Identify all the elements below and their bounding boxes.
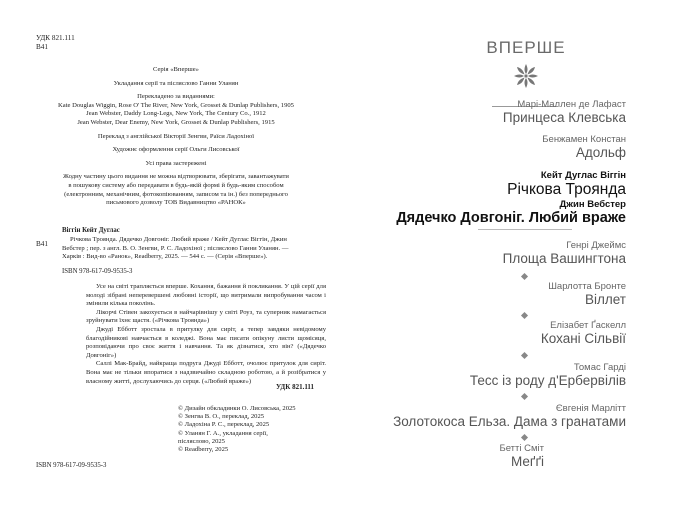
right-page (352, 0, 700, 507)
series-book-author: Елізабет Ґаскелл (550, 320, 626, 331)
series-book-author: Генрі Джеймс (566, 240, 626, 251)
separator-dot (521, 393, 528, 400)
separator-dot (521, 312, 528, 319)
translated-from-label: Перекладено за виданнями: (137, 93, 215, 101)
copyright-line: © Дизайн обкладинки О. Лисовська, 2025 (178, 405, 296, 412)
rights-text-4: письмового дозволу ТОВ Видавництво «РАНОК» (106, 199, 246, 207)
series-book-author: Бенжамен Констан (542, 134, 626, 145)
series-book-title: Кохані Сільвії (540, 331, 626, 346)
series-book-author-current: Кейт Дуглас Віггін (540, 170, 626, 181)
series-book-title-current: Річкова Троянда (507, 181, 626, 198)
rights-reserved-line: Усі права застережені (145, 159, 207, 167)
catalog-entry (62, 236, 288, 262)
rights-text-3: (електронним, механічним, фотокопіюванням, записом та ін.) без попереднього (64, 190, 288, 198)
series-book-title-current: Дядечко Довгоніг. Любий враже (396, 210, 626, 226)
copyright-line: © Readberry, 2025 (178, 446, 229, 454)
series-book-author: Бетті Сміт (499, 443, 544, 454)
series-book-author: Євгенія Марлітт (555, 403, 626, 414)
series-book-title: Принцеса Клевська (502, 110, 626, 125)
divider (478, 229, 572, 230)
series-book-title: Меґґі (510, 454, 544, 469)
series-editor-line: Укладання серії та післяслово Ганни Уланян (113, 79, 239, 87)
catalog-code-top: В41 (36, 43, 48, 51)
isbn-mid: ISBN 978-617-09-9535-3 (62, 268, 133, 275)
catalog-entry-line: Харків : Вид-во «Ранок», Readberry, 2025. — 544 с. — (Серія «Вперше»). (62, 253, 268, 261)
series-title: ВПЕРШЕ (486, 38, 566, 57)
copyright-line: © Зенгва В. О., переклад, 2025 (178, 413, 265, 421)
catalog-code: В41 (36, 240, 48, 248)
series-book-title: Тесс із роду д'Ербервілів (469, 373, 626, 388)
separator-dot (521, 273, 528, 280)
copyright-line: післяслово, 2025 (178, 437, 225, 445)
annotation-paragraph: Джуді Ебботт зростала в притулку для сиріт, а тепер завдяки невідомому благодійникові навчається в коледжі. Вона має писати опікуну листи щомісяця, розповідаючи про своє життя і навчання. Та як дізнатися, хто він? («Дядечко Довгоніг») (86, 325, 326, 359)
separator-dot (521, 434, 528, 441)
translators-line: Переклад з англійської Вікторії Зенгви, Раїси Ладохіної (97, 132, 255, 140)
annotation (86, 283, 326, 386)
source-edition-2: Jean Webster, Daddy Long-Legs, New York, The Century Co., 1912 (86, 110, 266, 118)
source-edition-1: Kate Douglas Wiggin, Rose O' The River, New York, Grosset & Dunlap Publishers, 1905 (58, 101, 294, 109)
fleuron-ornament-icon (512, 62, 540, 90)
series-book-title: Золотокоса Ельза. Дама з гранатами (393, 414, 626, 429)
udk-code-top: УДК 821.111 (36, 34, 75, 42)
annotation-paragraph: Саллі Мак-Брайд, найкраща подруга Джуді Ебботт, очолює притулок для сиріт. Вона має не тільки впоратися з надзвичайно складною роботою, а й розібратися у власному житті, дослухаючись до серця. («Любий враже») (86, 360, 326, 385)
catalog-author: Віггін Кейт Дуглас (62, 227, 120, 234)
series-line: Серія «Вперше» (153, 66, 199, 73)
catalog-entry-line: Вебстер ; пер. з англ. В. О. Зенгви, Р. С. Ладохіної ; післяслово Ганни Уланян. — (62, 244, 289, 252)
imprint-block (0, 66, 352, 208)
series-book-author: Марі-Маллен де Лафаст (517, 99, 626, 110)
annotation-paragraph: Усе на світі трапляється вперше. Кохання, бажання й покликання. У цій серії для молоді зібрані неперевершені любовні історії, що витримали випробування часом і змінили кілька поколінь. (86, 283, 326, 308)
series-book-author-current: Джин Вебстер (559, 199, 626, 210)
udk-code-bottom: УДК 821.111 (276, 383, 315, 391)
series-book-title: Віллет (584, 292, 626, 307)
copyright-line: © Уланян Г. А., укладання серії, (178, 429, 268, 437)
rights-text-1: Жодну частину цього видання не можна відтворювати, зберігати, завантажувати (63, 173, 289, 181)
annotation-paragraph: Лікорчі Стівен закохується в найчарівнішу у світі Роуз, та суперник намагається зруйнувати їхнє щастя. («Річкова Троянда») (86, 308, 326, 325)
rights-text-2: в пошукову систему або передавати в будь-якій формі й будь-яким способом (68, 181, 284, 189)
series-book-author: Шарлотта Бронте (548, 281, 626, 292)
series-book-title: Адольф (575, 145, 626, 160)
design-line: Художнє оформлення серії Ольги Лисовської (112, 146, 240, 154)
copyright-block (178, 405, 296, 454)
source-edition-3: Jean Webster, Dear Enemy, New York, Grosset & Dunlap Publishers, 1915 (77, 118, 275, 126)
copyright-line: © Ладохіна Р. С., переклад, 2025 (178, 421, 270, 429)
catalog-entry-line: Річкова Троянда. Дядечко Довгоніг. Любий враже / Кейт Дуглас Віггін, Джин (70, 236, 287, 243)
series-book-title: Площа Вашингтона (502, 251, 626, 266)
isbn-bottom: ISBN 978-617-09-9535-3 (36, 462, 107, 469)
series-book-author: Томас Гарді (573, 362, 626, 373)
separator-dot (521, 352, 528, 359)
